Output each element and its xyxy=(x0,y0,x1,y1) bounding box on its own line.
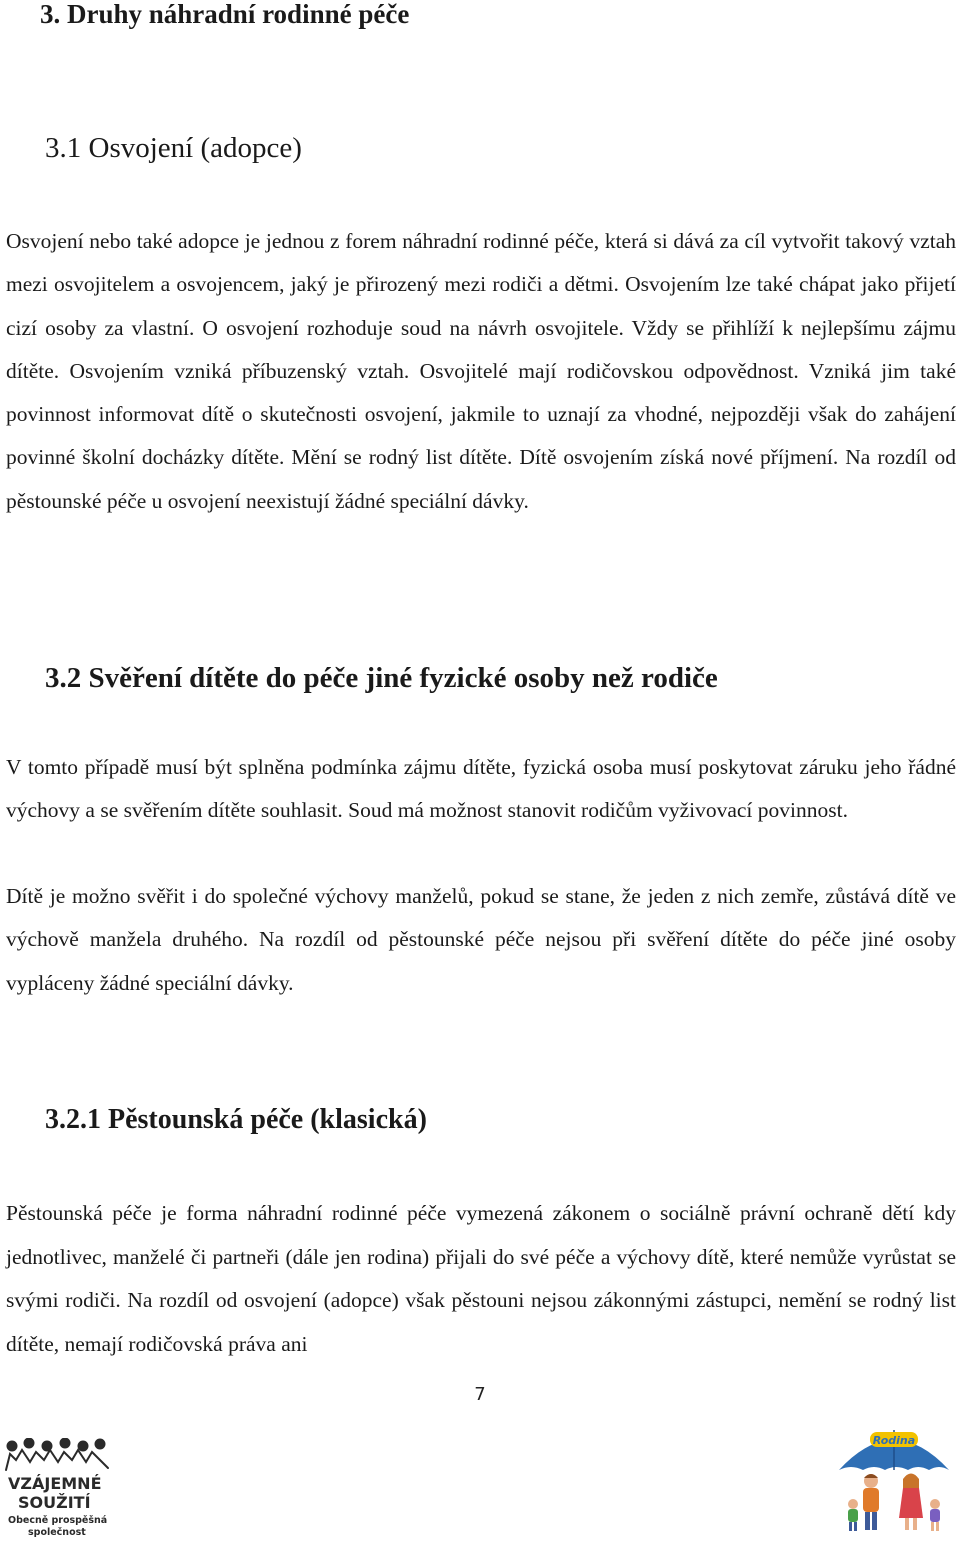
umbrella-label: Rodina xyxy=(872,1434,916,1447)
subsection-heading-pestounska: 3.2.1 Pěstounská péče (klasická) xyxy=(45,1104,427,1135)
paragraph-sverení-1: V tomto případě musí být splněna podmínka zájmu dítěte, fyzická osoba musí poskytovat záruku jeho řádné výchovy a se svěřením dítěte souhlasit. Soud má možnost stanovit rodičům vyživovací povinnost. xyxy=(6,755,956,823)
logo-left-line1: VZÁJEMNÉ xyxy=(8,1474,102,1493)
paragraph-pestounska: Pěstounská péče je forma náhradní rodinné péče vymezená zákonem o sociálně právní ochraně dětí kdy jednotlivec, manželé či partneři (dále jen rodina) přijali do své péče a výchovy dítě, které nemůže vyrůstat se svými rodiči. Na rozdíl od osvojení (adopce) však pěstouni nejsou zákonnými zástupci, nemění se rodný list dítěte, nemají rodičovská práva ani xyxy=(6,1201,956,1356)
chapter-heading: 3. Druhy náhradní rodinné péče xyxy=(40,0,410,29)
logo-left-line4: společnost xyxy=(28,1527,86,1538)
paragraph-adopce: Osvojení nebo také adopce je jednou z forem náhradní rodinné péče, která si dává za cíl vytvořit takový vztah mezi osvojitelem a osvojencem, jaký je přirozený mezi rodiči a dětmi. Osvojením lze také chápat jako přijetí cizí osoby za vlastní. O osvojení rozhoduje soud na návrh osvojitele. Vždy se přihlíží k nejlepšímu zájmu dítěte. Osvojením vzniká příbuzenský vztah. Osvojitelé mají rodičovskou odpovědnost. Vzniká jim také povinnost informovat dítě o skutečnosti osvojení, jakmile to uznají za vhodné, nejpozději však do zahájení povinné školní docházky dítěte. Mění se rodný list dítěte. Dítě osvojením získá nové příjmení. Na rozdíl od pěstounské péče u osvojení neexistují žádné speciální dávky. xyxy=(6,229,956,513)
page-number: 7 xyxy=(474,1384,486,1405)
family-figures-icon xyxy=(848,1474,940,1532)
vzajemne-souziti-logo xyxy=(4,1438,116,1538)
rodina-logo xyxy=(835,1424,953,1536)
logo-left-line2: SOUŽITÍ xyxy=(18,1493,91,1512)
paragraph-sverení-2: Dítě je možno svěřit i do společné výchovy manželů, pokud se stane, že jeden z nich zemře, zůstává dítě ve výchově manžela druhého. Na rozdíl od pěstounské péče nejsou při svěření dítěte do péče jiné osoby vypláceny žádné speciální dávky. xyxy=(6,884,956,995)
section-heading-sverení: 3.2 Svěření dítěte do péče jiné fyzické osoby než rodiče xyxy=(45,662,718,694)
logo-left-line3: Obecně prospěšná xyxy=(8,1515,108,1526)
section-heading-adopce: 3.1 Osvojení (adopce) xyxy=(45,132,302,164)
